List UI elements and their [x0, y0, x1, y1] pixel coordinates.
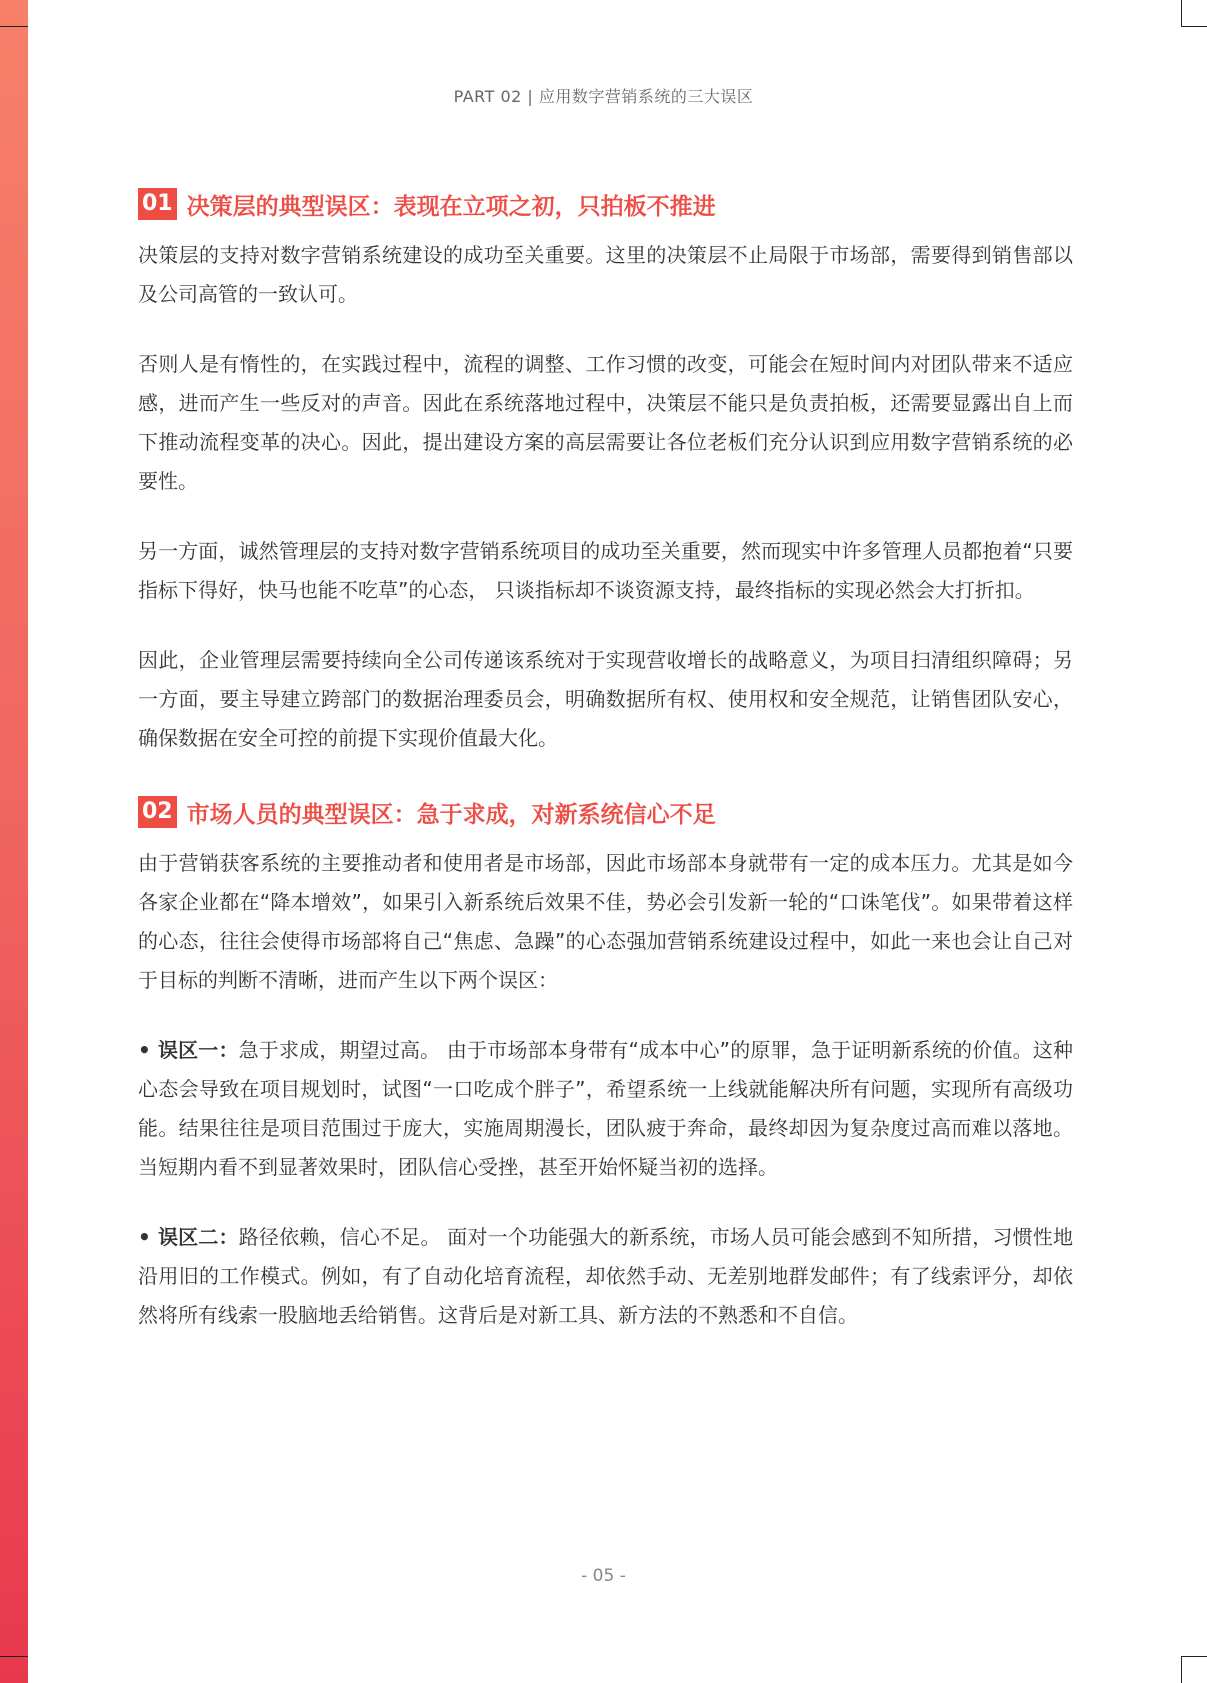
paragraph: 因此，企业管理层需要持续向全公司传递该系统对于实现营收增长的战略意义，为项目扫清组织障碍；另一方面，要主导建立跨部门的数据治理委员会，明确数据所有权、使用权和安全规范，让销售团队安心，确保数据在安全可控的前提下实现价值最大化。	[138, 648, 1073, 750]
bullet-item	[138, 1031, 1073, 1187]
bullet-item	[138, 1218, 1073, 1335]
section-number-badge: 01	[138, 188, 177, 220]
section-number-badge: 02	[138, 796, 177, 828]
paragraph: 由于营销获客系统的主要推动者和使用者是市场部，因此市场部本身就带有一定的成本压力。尤其是如今各家企业都在“降本增效”，如果引入新系统后效果不佳，势必会引发新一轮的“口诛笔伐”。如果带着这样的心态，往往会使得市场部将自己“焦虑、急躁”的心态强加营销系统建设过程中，如此一来也会让自己对于目标的判断不清晰，进而产生以下两个误区：	[138, 851, 1073, 992]
decorative-side-bar	[0, 0, 28, 1683]
bullet-text: 路径依赖，信心不足。 面对一个功能强大的新系统，市场人员可能会感到不知所措，习惯性地沿用旧的工作模式。例如，有了自动化培育流程，却依然手动、无差别地群发邮件；有了线索评分，却依然将所有线索一股脑地丢给销售。这背后是对新工具、新方法的不熟悉和不自信。	[138, 1225, 1073, 1327]
bullet-label: • 误区二：	[138, 1225, 239, 1249]
bullet-label: • 误区一：	[138, 1038, 239, 1062]
crop-mark-bottom-right-v	[1181, 1656, 1182, 1683]
crop-mark-bottom-right-h	[1181, 1656, 1207, 1657]
section-title-01	[138, 186, 1073, 222]
section-title-02	[138, 794, 1073, 830]
section-title-text: 市场人员的典型误区：急于求成，对新系统信心不足	[186, 801, 716, 828]
crop-mark-top-right-h	[1181, 26, 1207, 27]
paragraph: 决策层的支持对数字营销系统建设的成功至关重要。这里的决策层不止局限于市场部，需要得到销售部以及公司高管的一致认可。	[138, 243, 1073, 306]
section-title-text: 决策层的典型误区：表现在立项之初，只拍板不推进	[186, 193, 716, 220]
page-content	[138, 186, 1073, 1335]
crop-mark-top-left	[0, 26, 28, 27]
crop-mark-top-right-v	[1181, 0, 1182, 27]
page-number: - 05 -	[581, 1566, 626, 1586]
paragraph: 另一方面，诚然管理层的支持对数字营销系统项目的成功至关重要，然而现实中许多管理人员都抱着“只要指标下得好，快马也能不吃草”的心态， 只谈指标却不谈资源支持，最终指标的实现必然会大打折扣。	[138, 539, 1073, 602]
page-header: PART 02 | 应用数字营销系统的三大误区	[453, 87, 754, 106]
bullet-text: 急于求成，期望过高。 由于市场部本身带有“成本中心”的原罪，急于证明新系统的价值。这种心态会导致在项目规划时，试图“一口吃成个胖子”，希望系统一上线就能解决所有问题，实现所有高级功能。结果往往是项目范围过于庞大，实施周期漫长，团队疲于奔命，最终却因为复杂度过高而难以落地。当短期内看不到显著效果时，团队信心受挫，甚至开始怀疑当初的选择。	[138, 1038, 1073, 1179]
crop-mark-bottom-left	[0, 1656, 28, 1657]
paragraph: 否则人是有惰性的，在实践过程中，流程的调整、工作习惯的改变，可能会在短时间内对团队带来不适应感，进而产生一些反对的声音。因此在系统落地过程中，决策层不能只是负责拍板，还需要显露出自上而下推动流程变革的决心。因此，提出建设方案的高层需要让各位老板们充分认识到应用数字营销系统的必要性。	[138, 352, 1073, 493]
